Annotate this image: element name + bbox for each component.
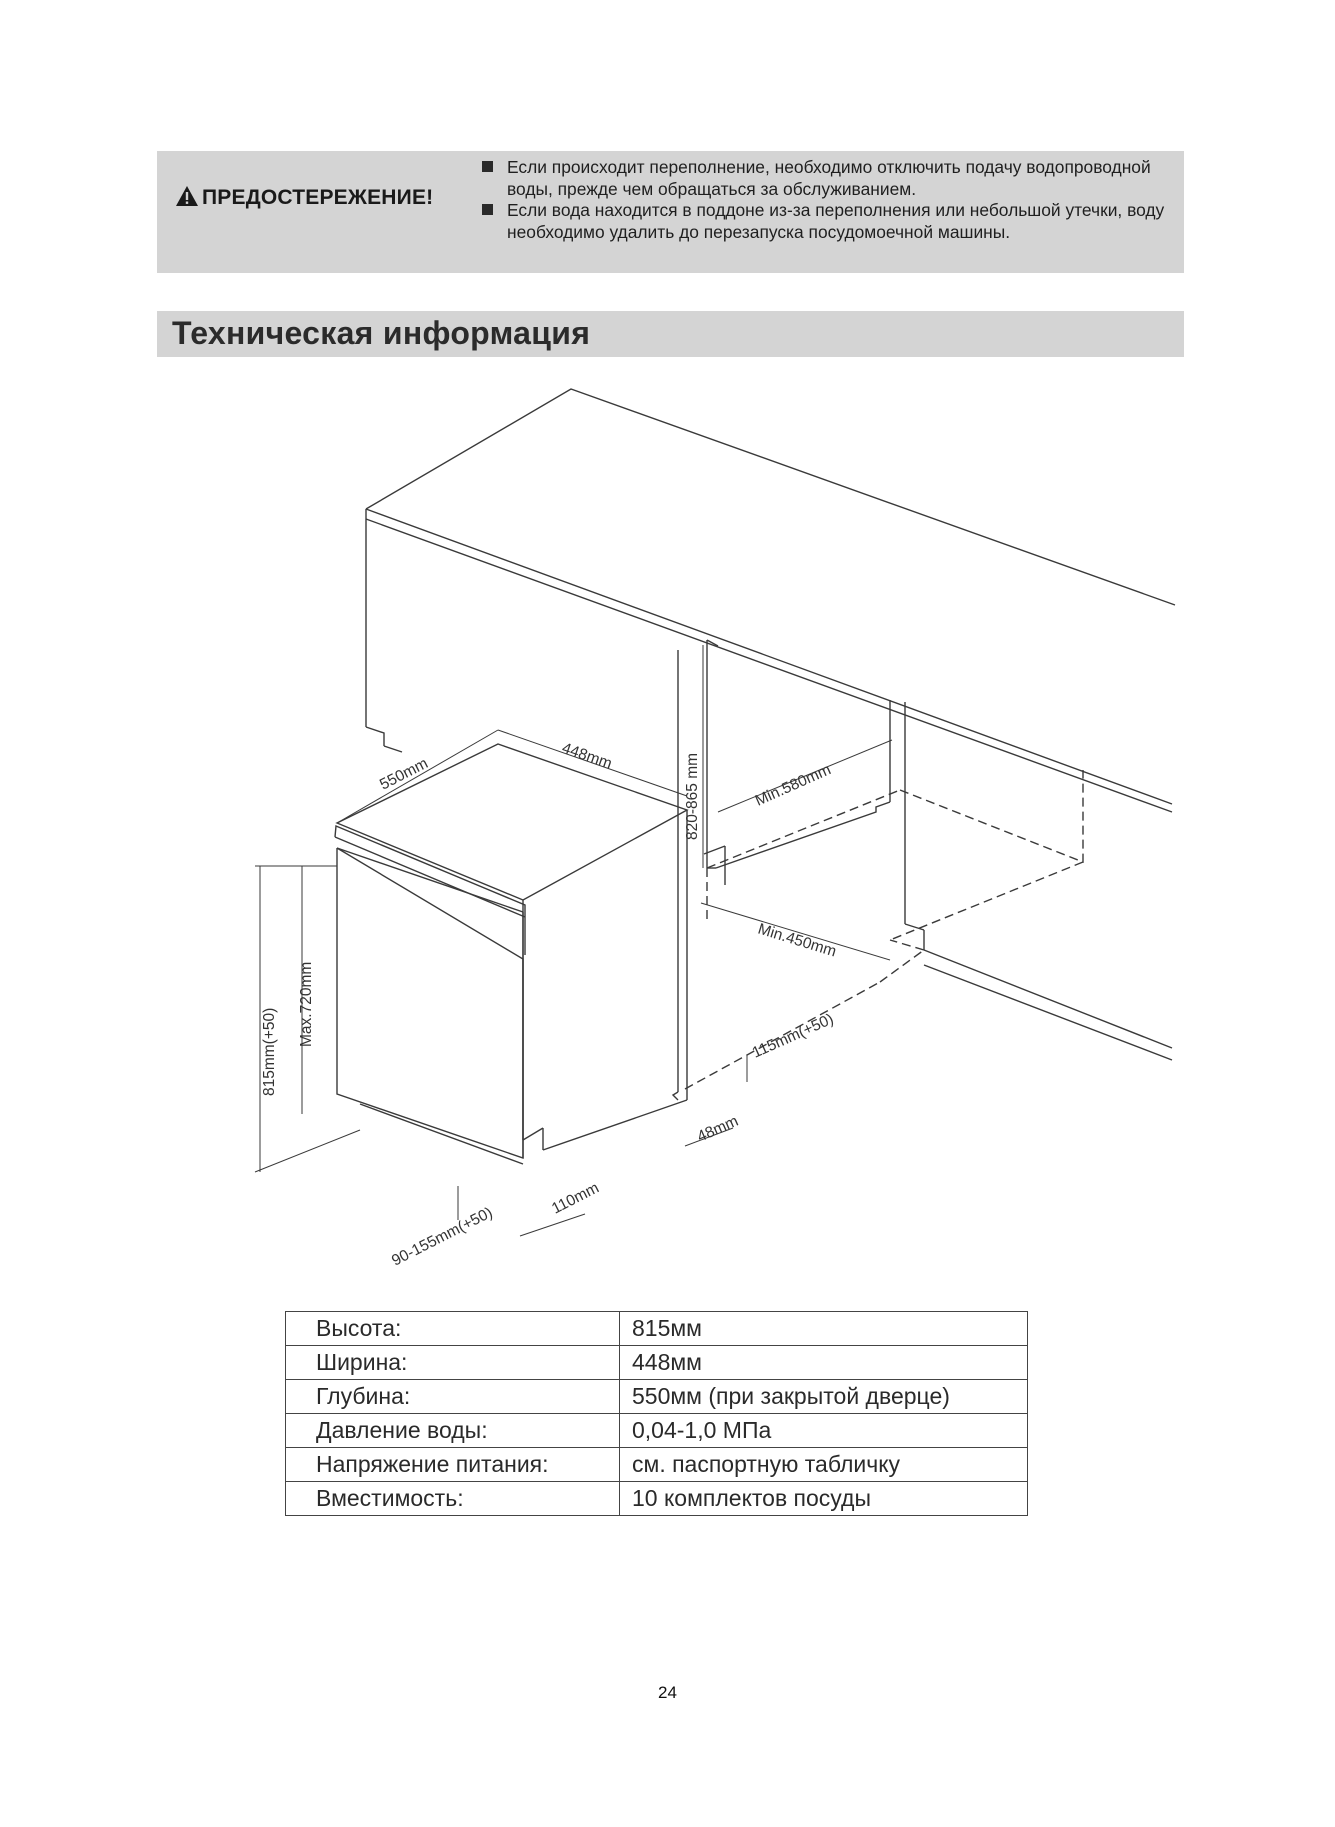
warning-box <box>157 151 1184 273</box>
square-bullet-icon <box>482 204 493 215</box>
table-row <box>286 1346 1028 1380</box>
dim-plinth-label: 90-155mm(+50) <box>389 1204 496 1270</box>
square-bullet-icon <box>482 161 493 172</box>
spec-label: Вместимость: <box>286 1482 620 1516</box>
dim-min-depth-label: Min.580mm <box>752 761 834 810</box>
spec-value: см. паспортную табличку <box>620 1448 1028 1482</box>
dim-kick-depth-label: 48mm <box>694 1112 741 1146</box>
table-row <box>286 1380 1028 1414</box>
spec-label: Напряжение питания: <box>286 1448 620 1482</box>
table-row <box>286 1312 1028 1346</box>
warning-title <box>175 185 465 210</box>
spec-label: Ширина: <box>286 1346 620 1380</box>
table-row <box>286 1414 1028 1448</box>
warning-item <box>482 157 1182 200</box>
dim-niche-height-label: 820-865 mm <box>684 752 701 840</box>
dimension-labels <box>261 740 838 1270</box>
left-cabinet <box>366 519 402 752</box>
dim-kick-label: 115mm(+50) <box>749 1010 837 1062</box>
spec-value: 448мм <box>620 1346 1028 1380</box>
table-row <box>286 1448 1028 1482</box>
dim-max-height-label: Max.720mm <box>298 961 315 1047</box>
warning-item-text: Если происходит переполнение, необходимо отключить подачу водопроводной воды, прежде чем обращаться за обслуживанием. <box>507 157 1151 199</box>
warning-item <box>482 200 1182 243</box>
spec-label: Глубина: <box>286 1380 620 1414</box>
table-row <box>286 1482 1028 1516</box>
spec-value: 10 комплектов посуды <box>620 1482 1028 1516</box>
niche-floor-outline <box>685 770 1083 1089</box>
spec-table <box>285 1311 1028 1516</box>
warning-title-text: ПРЕДОСТЕРЕЖЕНИЕ! <box>202 186 434 209</box>
section-title: Техническая информация <box>172 315 591 351</box>
spec-label: Давление воды: <box>286 1414 620 1448</box>
warning-list <box>482 157 1182 243</box>
niche <box>673 640 1172 1100</box>
page-number: 24 <box>658 1683 677 1702</box>
warning-item-text: Если вода находится в поддоне из-за переполнения или небольшой утечки, воду необходимо удалить до перезапуска посудомоечной машины. <box>507 200 1165 242</box>
spec-label: Высота: <box>286 1312 620 1346</box>
dim-depth-label: 550mm <box>377 754 431 794</box>
dim-plinth-depth-label: 110mm <box>549 1179 602 1218</box>
dim-width-label: 448mm <box>559 739 615 773</box>
spec-value: 0,04-1,0 МПа <box>620 1414 1028 1448</box>
spec-value: 815мм <box>620 1312 1028 1346</box>
dishwasher <box>335 744 687 1164</box>
spec-value: 550мм (при закрытой дверце) <box>620 1380 1028 1414</box>
installation-diagram <box>0 380 1335 1280</box>
section-header <box>157 311 1184 357</box>
warning-triangle-icon <box>175 185 199 207</box>
dim-total-height-label: 815mm(+50) <box>261 1007 278 1096</box>
dim-min-width-label: Min.450mm <box>755 920 839 961</box>
